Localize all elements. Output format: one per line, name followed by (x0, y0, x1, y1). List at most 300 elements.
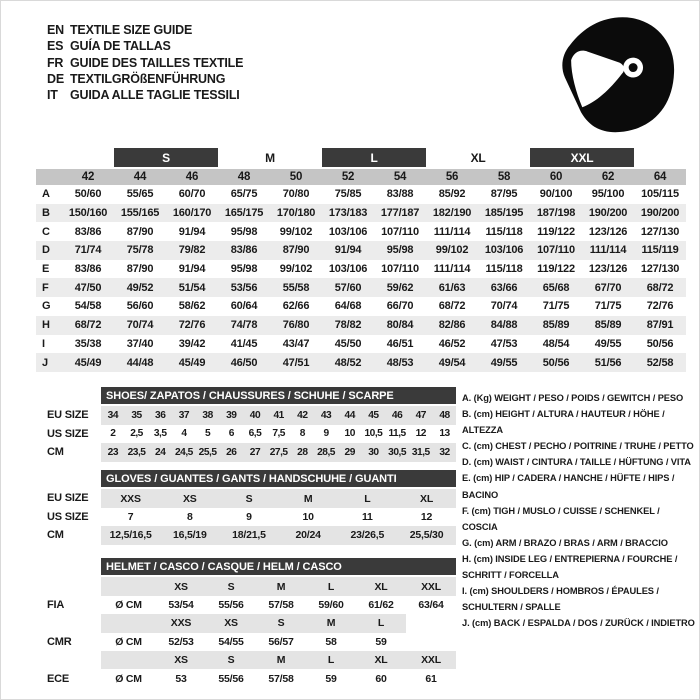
shoes-row (36, 425, 456, 443)
measurement-cell: 127/130 (640, 225, 680, 238)
gloves-cell: 9 (246, 510, 252, 523)
measurement-cell: 99/102 (426, 241, 478, 260)
measurement-cell: 55/65 (126, 188, 154, 201)
measurement-row (36, 241, 686, 260)
shoes-cell: 46 (385, 405, 409, 424)
measurement-cell: 71/75 (542, 300, 570, 313)
measurement-row-label: J (36, 353, 62, 372)
language-row (47, 22, 243, 38)
measurement-cell: 190/200 (634, 204, 686, 223)
measurement-cell: 75/85 (334, 188, 362, 201)
gloves-cell: XXS (101, 488, 160, 507)
helmet-size-cell: XXL (406, 651, 456, 669)
gloves-size-table (36, 470, 456, 545)
helmet-size-cell: XS (206, 614, 256, 632)
measurement-cell: 78/82 (322, 316, 374, 335)
measurement-cell: 68/72 (62, 316, 114, 335)
measurement-cell: 71/75 (594, 300, 622, 313)
size-number-cell: 50 (270, 168, 322, 185)
helmet-values-row (36, 633, 456, 651)
shoes-cell: 48 (433, 405, 457, 424)
measurement-row-label: H (36, 316, 62, 335)
measurement-cell: 91/94 (322, 241, 374, 260)
measurement-cell: 72/76 (166, 316, 218, 335)
shoes-row (36, 443, 456, 461)
measurement-cell: 48/54 (542, 337, 570, 350)
measurement-cell: 45/49 (62, 353, 114, 372)
shoes-cell: 10 (344, 428, 355, 440)
measurement-cell: 43/47 (282, 337, 310, 350)
measurement-row-label: C (42, 225, 50, 238)
shoes-cell: 10,5 (364, 428, 383, 440)
shoes-cell: 40 (243, 405, 267, 424)
measurement-cell: 123/126 (588, 263, 628, 276)
shoes-cell: 32 (433, 443, 457, 461)
shoes-cell: 38 (196, 405, 220, 424)
gloves-title-bar: GLOVES / GUANTES / GANTS / HANDSCHUHE / GUANTI (101, 470, 456, 488)
measurement-cell: 47/53 (490, 337, 518, 350)
measurement-cell: 37/40 (126, 337, 154, 350)
shoes-cell: 12 (415, 428, 426, 440)
measurement-cell: 50/56 (530, 353, 582, 372)
gloves-cell: 12,5/16,5 (101, 526, 160, 544)
shoes-cell: 27,5 (267, 443, 291, 461)
measurement-cell: 103/106 (478, 241, 530, 260)
legend-item: H. (cm) INSIDE LEG / ENTREPIERNA / FOURCHE / SCHRITT / FORCELLA (462, 553, 678, 581)
shoes-cell: 6 (228, 428, 234, 440)
helmet-title-bar: HELMET / CASCO / CASQUE / HELM / CASCO (101, 558, 456, 576)
legend-item: E. (cm) HIP / CADERA / HANCHE / HÜFTE / HIPS / BACINO (462, 473, 675, 500)
measurement-cell: 107/110 (530, 241, 582, 260)
measurement-cell: 83/88 (386, 188, 414, 201)
measurement-cell: 75/78 (114, 241, 166, 260)
shoes-cell: 2 (110, 428, 116, 440)
shoes-row-label: US SIZE (36, 425, 101, 443)
shoes-cell: 36 (148, 405, 172, 424)
language-row (47, 55, 243, 71)
helmet-sizes-unit-spacer (101, 651, 156, 669)
gloves-row (36, 488, 456, 507)
helmet-size-cell: M (306, 614, 356, 632)
helmet-sizes-spacer (36, 651, 101, 669)
helmet-icon (553, 13, 681, 137)
measurement-cell: 55/58 (270, 278, 322, 297)
helmet-unit-cell: Ø CM (115, 635, 142, 648)
measurement-cell: 66/70 (386, 300, 414, 313)
measurement-cell: 57/60 (322, 278, 374, 297)
measurement-row (36, 278, 686, 297)
shoes-cell: 35 (125, 405, 149, 424)
gloves-cell: XL (397, 488, 456, 507)
shoes-row-label: EU SIZE (36, 405, 101, 424)
measurement-cell: 87/95 (490, 188, 518, 201)
legend-item: I. (cm) SHOULDERS / HOMBROS / ÉPAULES / SCHULTERN / SPALLE (462, 586, 659, 613)
helmet-size-cell: L (306, 576, 356, 595)
measurement-cell: 49/55 (478, 353, 530, 372)
measurement-cell: 115/119 (634, 241, 686, 260)
measurement-row (36, 297, 686, 316)
measurement-cell: 119/122 (537, 263, 575, 276)
measurement-cell: 58/62 (178, 300, 206, 313)
measurement-cell: 67/70 (582, 278, 634, 297)
helmet-value-cell: 57/58 (268, 672, 294, 685)
shoes-head (36, 387, 456, 405)
measurement-row-label: A (42, 188, 50, 201)
measurement-cell: 46/50 (218, 353, 270, 372)
measurement-row-label: I (42, 337, 45, 350)
measurement-row-label: G (42, 300, 51, 313)
helmet-sizes-row (36, 651, 456, 669)
measurement-cell: 70/74 (490, 300, 518, 313)
helmet-size-cell: XS (156, 651, 206, 669)
shoes-cell: 27 (243, 443, 267, 461)
size-number-cell: 42 (62, 168, 114, 185)
size-group-xxl: XXL (530, 148, 634, 168)
gloves-row-label: US SIZE (36, 508, 101, 526)
measurement-cell: 107/110 (381, 263, 419, 276)
group-spacer (634, 148, 686, 168)
gloves-head (36, 470, 456, 488)
helmet-unit-cell: Ø CM (115, 598, 142, 611)
helmet-value-cell: 61/62 (368, 598, 394, 611)
helmet-value-cell: 55/56 (218, 672, 244, 685)
gloves-cell: 16,5/19 (160, 526, 219, 544)
measurement-row-label: E (42, 263, 50, 276)
gloves-row (36, 526, 456, 544)
group-spacer (36, 148, 114, 168)
helmet-size-cell: M (256, 576, 306, 595)
measurement-cell: 72/76 (646, 300, 674, 313)
size-number-cell: 58 (478, 168, 530, 185)
measurement-cell: 83/86 (218, 241, 270, 260)
shoes-size-table (36, 387, 456, 462)
main-size-table (36, 148, 686, 372)
measurement-cell: 87/90 (270, 241, 322, 260)
gloves-header-spacer (36, 470, 101, 488)
shoes-cell: 8 (299, 428, 305, 440)
helmet-sizes-row (36, 576, 456, 595)
gloves-cell: 11 (361, 510, 373, 523)
measurement-cell: 60/64 (230, 300, 258, 313)
measurement-cell: 95/98 (230, 225, 258, 238)
measurement-cell: 48/53 (374, 353, 426, 372)
measurement-row (36, 260, 686, 279)
size-group-s: S (114, 148, 218, 168)
shoes-header-row (36, 387, 456, 405)
helmet-value-cell: 59 (325, 672, 337, 685)
shoes-cell: 3,5 (153, 428, 167, 440)
measurement-cell: 165/175 (218, 204, 270, 223)
main-table-head (36, 148, 686, 185)
language-code: FR (47, 55, 64, 70)
helmet-size-cell: S (206, 576, 256, 595)
size-number-row (36, 168, 686, 185)
measurement-cell: 70/80 (282, 188, 310, 201)
measurement-cell: 51/56 (582, 353, 634, 372)
language-row (47, 87, 243, 103)
size-number-cell: 62 (582, 168, 634, 185)
shoes-cell: 43 (314, 405, 338, 424)
helmet-size-cell: XXS (156, 614, 206, 632)
language-title: GUÍA DE TALLAS (70, 39, 171, 54)
measurement-cell: 103/106 (328, 225, 368, 238)
measurement-cell: 50/60 (74, 188, 102, 201)
helmet-size-table (36, 558, 456, 688)
measurement-cell: 155/165 (114, 204, 166, 223)
shoes-cell: 30 (362, 443, 386, 461)
measurement-cell: 49/52 (114, 278, 166, 297)
measurement-cell: 71/74 (62, 241, 114, 260)
measurement-cell: 187/198 (530, 204, 582, 223)
measurement-cell: 70/74 (114, 316, 166, 335)
shoes-cell: 28,5 (314, 443, 338, 461)
measurement-cell: 46/52 (438, 337, 466, 350)
shoes-cell: 29 (338, 443, 362, 461)
measurement-cell: 160/170 (166, 204, 218, 223)
helmet-value-cell: 54/55 (218, 635, 244, 648)
helmet-sizes-spacer (36, 576, 101, 595)
measurement-cell: 76/80 (270, 316, 322, 335)
measurement-cell: 185/195 (478, 204, 530, 223)
shoes-cell: 7,5 (272, 428, 285, 440)
helmet-values-row (36, 596, 456, 614)
measurement-cell: 45/49 (166, 353, 218, 372)
measurement-row (36, 316, 686, 335)
helmet-value-cell: 53 (175, 672, 187, 685)
measurement-cell: 111/114 (433, 225, 471, 238)
legend-item: C. (cm) CHEST / PECHO / POITRINE / TRUHE / PETTO (462, 441, 694, 452)
legend-item: D. (cm) WAIST / CINTURA / TAILLE / HÜFTUNG / VITA (462, 457, 691, 468)
language-title: TEXTILE SIZE GUIDE (70, 23, 193, 37)
gloves-row (36, 508, 456, 526)
size-group-m: M (218, 148, 322, 168)
measurement-row-label: B (36, 204, 62, 223)
measurement-cell: 63/66 (478, 278, 530, 297)
measurement-cell: 65/75 (230, 188, 258, 201)
shoes-cell: 30,5 (385, 443, 409, 461)
measurement-legend (462, 390, 695, 631)
measurement-cell: 44/48 (114, 353, 166, 372)
shoes-cell: 25,5 (196, 443, 220, 461)
size-number-cell: 60 (530, 168, 582, 185)
helmet-sizes-unit-spacer (101, 614, 156, 632)
measurement-cell: 177/187 (374, 204, 426, 223)
shoes-row-label: CM (36, 443, 101, 461)
shoes-cell: 24,5 (172, 443, 196, 461)
gloves-cell: 10 (302, 510, 314, 523)
helmet-value-cell: 60 (375, 672, 387, 685)
legend-item: F. (cm) TIGH / MUSLO / CUISSE / SCHENKEL / COSCIA (462, 505, 660, 532)
measurement-cell: 35/38 (74, 337, 102, 350)
shoes-cell: 5 (205, 428, 211, 440)
helmet-head (36, 558, 456, 576)
measurement-cell: 150/160 (62, 204, 114, 223)
shoes-cell: 44 (338, 405, 362, 424)
measurement-cell: 90/100 (539, 188, 573, 201)
measurement-cell: 83/86 (74, 225, 102, 238)
shoes-cell: 23 (101, 443, 125, 461)
measurement-cell: 91/94 (178, 263, 206, 276)
measurement-cell: 46/51 (386, 337, 414, 350)
measurement-cell: 41/45 (230, 337, 258, 350)
helmet-size-cell: XL (356, 651, 406, 669)
measurement-cell: 182/190 (426, 204, 478, 223)
measurement-cell: 95/98 (230, 263, 258, 276)
shoes-row (36, 405, 456, 424)
helmet-values-row (36, 669, 456, 687)
measurement-cell: 61/63 (426, 278, 478, 297)
helmet-standard-label: CMR (36, 633, 101, 651)
measurement-cell: 127/130 (640, 263, 680, 276)
helmet-size-cell: XXL (406, 576, 456, 595)
helmet-sizes-spacer (36, 614, 101, 632)
shoes-cell: 13 (439, 428, 450, 440)
measurement-cell: 65/68 (530, 278, 582, 297)
gloves-cell: 12 (420, 510, 433, 523)
helmet-size-cell: S (256, 614, 306, 632)
measurement-cell: 45/50 (334, 337, 362, 350)
gloves-cell: 8 (186, 510, 193, 523)
language-code: EN (47, 23, 64, 37)
helmet-size-cell: S (206, 651, 256, 669)
size-group-row (36, 148, 686, 168)
shoes-cell: 2,5 (130, 428, 143, 440)
measurement-cell: 59/62 (374, 278, 426, 297)
measurement-cell: 103/106 (328, 263, 368, 276)
shoes-cell: 37 (172, 405, 196, 424)
helmet-value-cell: 56/57 (268, 635, 294, 648)
measurement-cell: 53/56 (218, 278, 270, 297)
measurement-cell: 49/54 (426, 353, 478, 372)
measurement-row (36, 222, 686, 241)
shoes-cell: 39 (219, 405, 243, 424)
measurement-row (36, 353, 686, 372)
shoes-cell: 42 (291, 405, 315, 424)
gloves-cell: 20/24 (279, 526, 338, 544)
gloves-body (36, 488, 456, 544)
size-number-cell: 44 (114, 168, 166, 185)
language-row (47, 38, 243, 54)
measurement-cell: 80/84 (374, 316, 426, 335)
language-title: GUIDA ALLE TAGLIE TESSILI (70, 88, 240, 103)
shoes-cell: 6,5 (248, 428, 262, 440)
measurement-cell: 173/183 (322, 204, 374, 223)
helmet-icon-graphic (553, 13, 681, 137)
helmet-value-cell: 52/53 (168, 635, 194, 648)
measurement-cell: 39/42 (178, 337, 206, 350)
helmet-value-cell: 53/54 (168, 598, 194, 611)
measurement-cell: 190/200 (582, 204, 634, 223)
measurement-cell: 107/110 (381, 225, 419, 238)
shoes-body (36, 405, 456, 461)
measurement-cell: 47/51 (270, 353, 322, 372)
shoes-cell: 28 (291, 443, 315, 461)
legend-item: A. (Kg) WEIGHT / PESO / POIDS / GEWITCH / PESO (462, 393, 684, 403)
helmet-value-cell: 63/64 (418, 598, 444, 611)
shoes-cell: 4 (181, 428, 187, 440)
legend-item: G. (cm) ARM / BRAZO / BRAS / ARM / BRACCIO (462, 537, 668, 548)
measurement-cell: 48/52 (322, 353, 374, 372)
measurement-cell: 85/89 (530, 316, 582, 335)
measurement-cell: 85/89 (582, 316, 634, 335)
size-number-cell: 54 (374, 168, 426, 185)
measurement-cell: 54/58 (74, 300, 102, 313)
measurement-row-label: F (36, 278, 62, 297)
measurement-cell: 79/82 (166, 241, 218, 260)
helmet-size-cell: XL (356, 576, 406, 595)
helmet-value-cell: 55/56 (218, 598, 244, 611)
gloves-row-label: CM (36, 526, 101, 544)
shoes-cell: 47 (409, 405, 433, 424)
measurement-cell: 95/100 (591, 188, 625, 201)
gloves-cell: M (279, 488, 338, 507)
helmet-value-cell: 61 (425, 672, 437, 685)
measurement-cell: 64/68 (334, 300, 362, 313)
measurement-cell: 105/115 (641, 188, 679, 201)
measurement-cell: 62/66 (282, 300, 310, 313)
measurement-cell: 68/72 (438, 300, 466, 313)
measurement-cell: 83/86 (74, 263, 102, 276)
measurement-cell: 68/72 (634, 278, 686, 297)
measurement-cell: 51/54 (166, 278, 218, 297)
size-group-l: L (322, 148, 426, 168)
language-title-list (47, 22, 243, 103)
measurement-row (36, 335, 686, 354)
helmet-standard-label: FIA (36, 596, 101, 614)
measurement-cell: 74/78 (218, 316, 270, 335)
measurement-cell: 91/94 (178, 225, 206, 238)
legend-item: J. (cm) BACK / ESPALDA / DOS / ZURÜCK / INDIETRO (462, 618, 695, 629)
shoes-cell: 9 (323, 428, 329, 440)
helmet-header-row (36, 558, 456, 576)
helmet-standard-label: ECE (36, 669, 101, 687)
measurement-cell: 82/86 (426, 316, 478, 335)
measurement-cell: 111/114 (433, 263, 471, 276)
language-title: GUIDE DES TAILLES TEXTILE (70, 55, 244, 70)
legend-item: B. (cm) HEIGHT / ALTURA / HAUTEUR / HÖHE / ALTEZZA (462, 409, 665, 436)
helmet-size-cell: L (306, 651, 356, 669)
measurement-cell: 115/118 (485, 263, 523, 276)
measurement-cell: 99/102 (279, 263, 313, 276)
measurement-cell: 56/60 (126, 300, 154, 313)
measurement-cell: 87/91 (634, 316, 686, 335)
helmet-value-cell: 57/58 (268, 598, 294, 611)
helmet-size-cell (406, 614, 456, 632)
measurement-cell: 85/92 (438, 188, 466, 201)
shoes-header-spacer (36, 387, 101, 405)
measurement-row (36, 204, 686, 223)
number-row-spacer (36, 168, 62, 185)
measurement-cell: 111/114 (582, 241, 634, 260)
helmet-size-cell: M (256, 651, 306, 669)
size-number-cell: 56 (426, 168, 478, 185)
language-code: IT (47, 88, 58, 103)
shoes-cell: 23,5 (125, 443, 149, 461)
measurement-cell: 87/90 (126, 263, 154, 276)
shoes-title-bar: SHOES/ ZAPATOS / CHAUSSURES / SCHUHE / SCARPE (101, 387, 456, 405)
gloves-header-row (36, 470, 456, 488)
measurement-cell: 115/118 (485, 225, 523, 238)
measurement-cell: 123/126 (588, 225, 628, 238)
language-row (47, 71, 243, 87)
size-number-cell: 64 (634, 168, 686, 185)
helmet-size-cell: XS (156, 576, 206, 595)
size-number-cell: 46 (166, 168, 218, 185)
helmet-value-cell: 58 (325, 635, 337, 648)
size-number-cell: 48 (218, 168, 270, 185)
helmet-body (36, 576, 456, 687)
measurement-cell: 50/56 (646, 337, 674, 350)
